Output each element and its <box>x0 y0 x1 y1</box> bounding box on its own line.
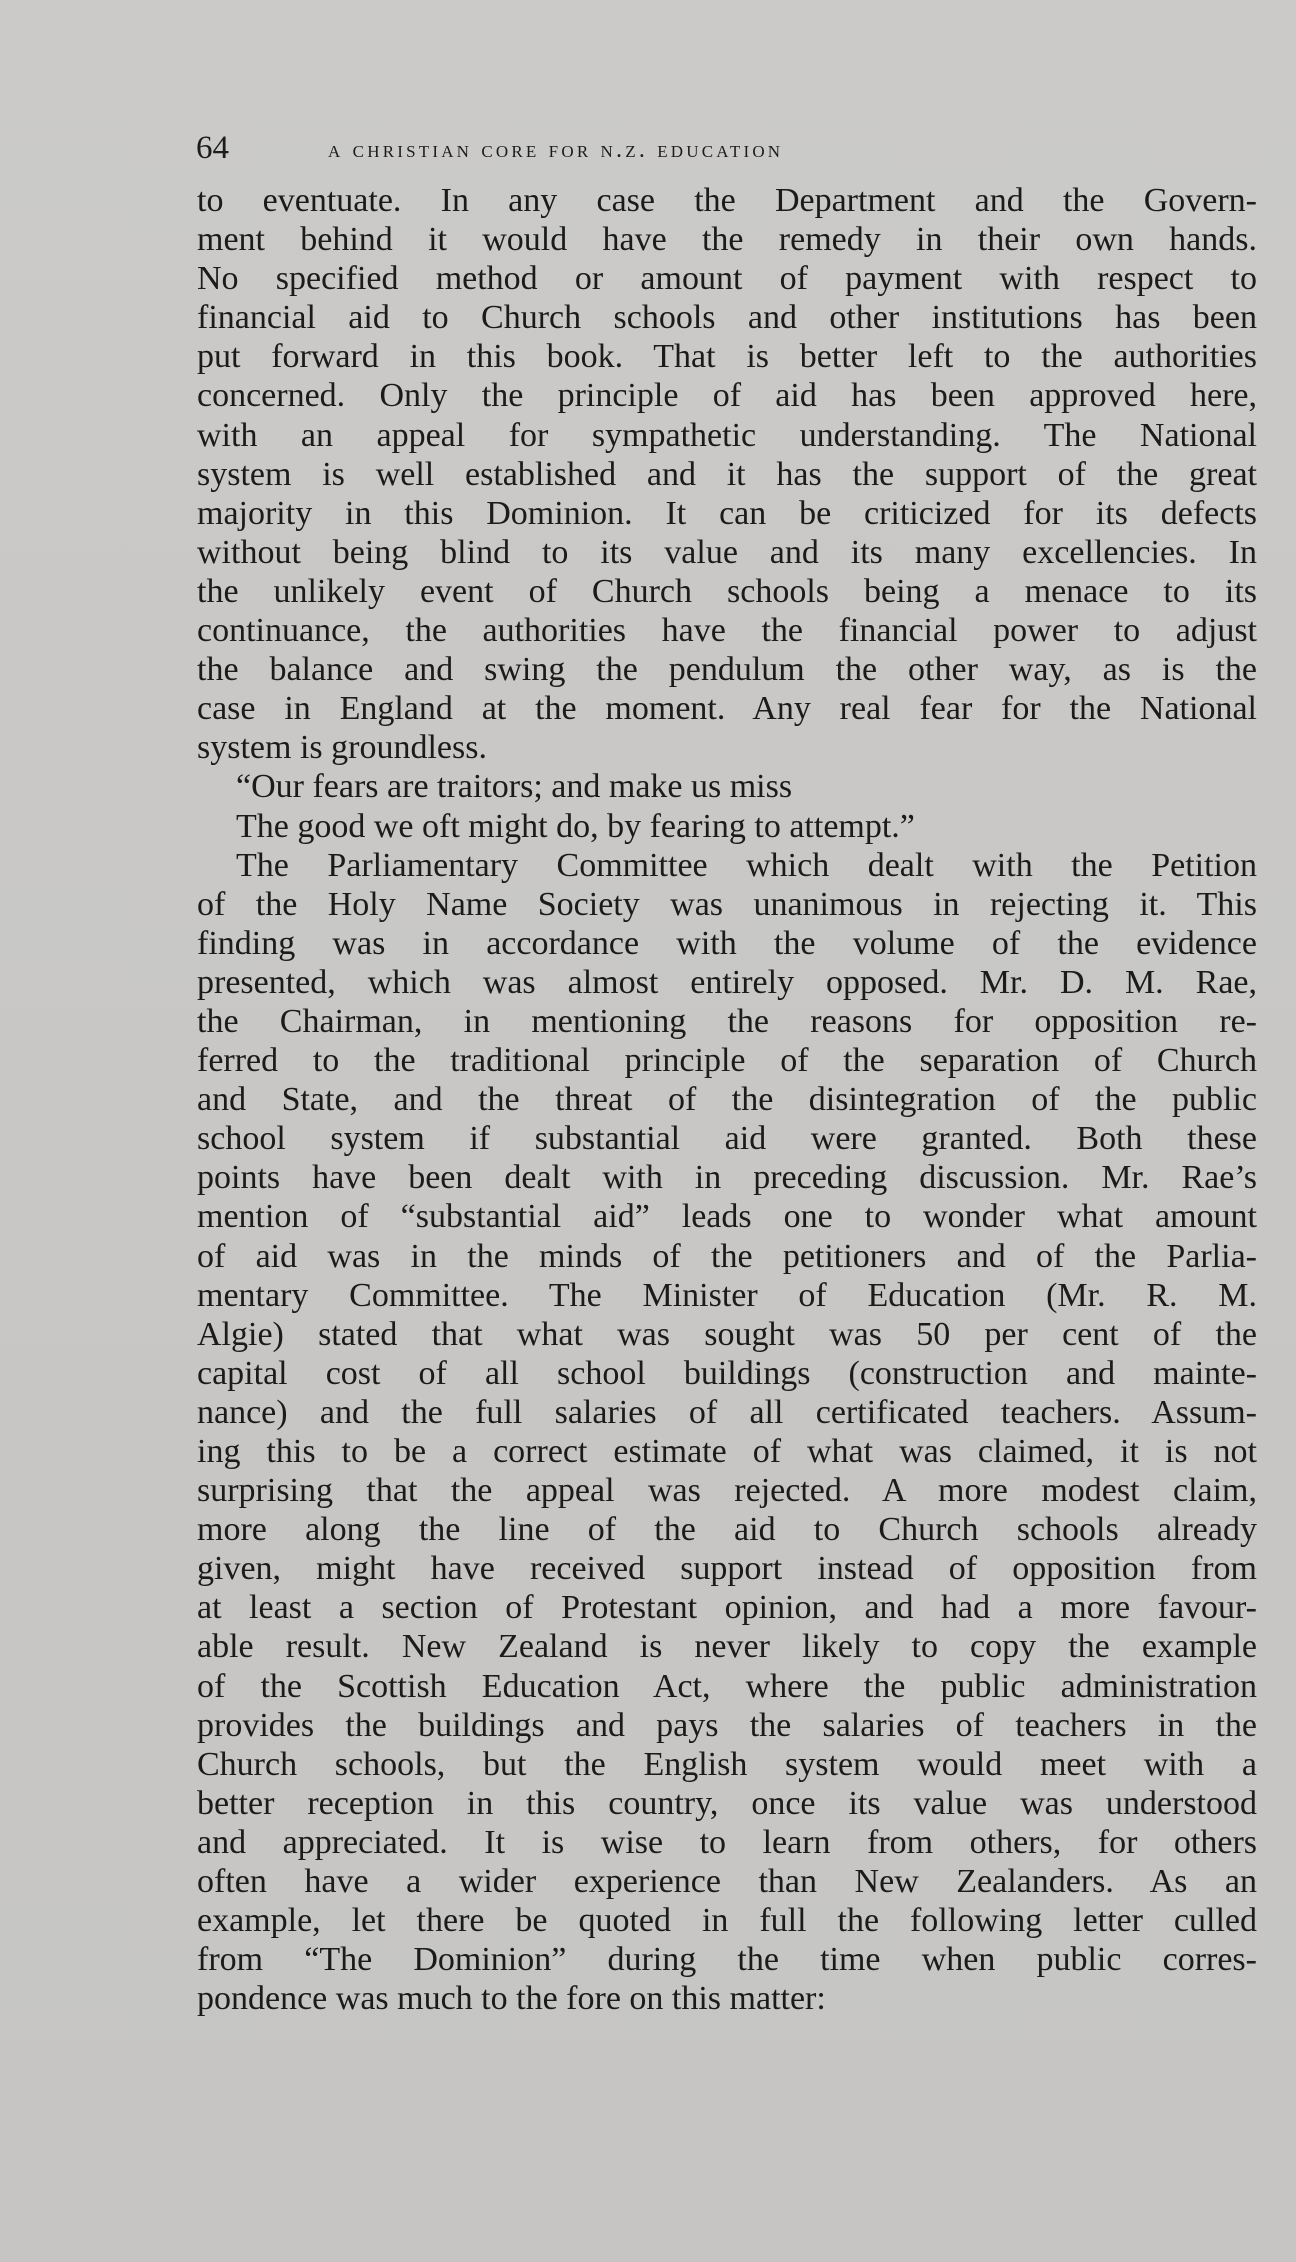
text-line: capital cost of all school buildings (construction and mainte- <box>197 1354 1257 1392</box>
running-title: a christian core for n.z. education <box>328 137 784 163</box>
text-line: at least a section of Protestant opinion, and had a more favour- <box>197 1589 1257 1627</box>
text-line: of the Scottish Education Act, where the public administration <box>197 1667 1257 1705</box>
text-line: school system if substantial aid were granted. Both these <box>197 1120 1257 1158</box>
text-line: mentary Committee. The Minister of Education (Mr. R. M. <box>197 1276 1257 1314</box>
text-line: presented, which was almost entirely opposed. Mr. D. M. Rae, <box>197 963 1257 1001</box>
text-line: from “The Dominion” during the time when public corres- <box>197 1941 1257 1979</box>
text-line: ment behind it would have the remedy in their own hands. <box>197 221 1257 259</box>
text-line: mention of “substantial aid” leads one to wonder what amount <box>197 1198 1257 1236</box>
text-line: points have been dealt with in preceding discussion. Mr. Rae’s <box>197 1159 1257 1197</box>
text-line: and State, and the threat of the disintegration of the public <box>197 1081 1257 1119</box>
text-line: of aid was in the minds of the petitioners and of the Parlia- <box>197 1237 1257 1275</box>
text-line: concerned. Only the principle of aid has been approved here, <box>197 377 1257 415</box>
text-line: Algie) stated that what was sought was 50 per cent of the <box>197 1315 1257 1353</box>
text-line: No specified method or amount of payment with respect to <box>197 260 1257 298</box>
text-line: ferred to the traditional principle of the separation of Church <box>197 1042 1257 1080</box>
text-line: ing this to be a correct estimate of what was claimed, it is not <box>197 1433 1257 1470</box>
text-line: with an appeal for sympathetic understanding. The National <box>197 416 1257 454</box>
text-line: provides the buildings and pays the salaries of teachers in the <box>197 1706 1257 1744</box>
text-line: the balance and swing the pendulum the other way, as is the <box>197 651 1257 689</box>
text-line: better reception in this country, once its value was understood <box>197 1784 1257 1822</box>
body-text <box>197 181 1257 2018</box>
text-line: the Chairman, in mentioning the reasons for opposition re- <box>197 1002 1257 1040</box>
text-line: without being blind to its value and its many excellencies. In <box>197 533 1257 571</box>
text-line: able result. New Zealand is never likely to copy the example <box>197 1628 1257 1666</box>
text-line: nance) and the full salaries of all certificated teachers. Assum- <box>197 1393 1257 1431</box>
text-line: more along the line of the aid to Church schools already <box>197 1511 1257 1549</box>
text-line: given, might have received support instead of opposition from <box>197 1550 1257 1588</box>
text-line: surprising that the appeal was rejected. A more modest claim, <box>197 1472 1257 1510</box>
text-line: system is well established and it has the support of the great <box>197 455 1257 493</box>
text-line: the unlikely event of Church schools being a menace to its <box>197 572 1257 610</box>
text-line: “Our fears are traitors; and make us miss <box>236 768 793 806</box>
text-line: example, let there be quoted in full the following letter culled <box>197 1902 1257 1940</box>
text-line: put forward in this book. That is better left to the authorities <box>197 338 1257 376</box>
text-line: case in England at the moment. Any real fear for the National <box>197 690 1257 728</box>
text-line: Church schools, but the English system would meet with a <box>197 1745 1257 1783</box>
text-line: to eventuate. In any case the Department and the Govern- <box>197 182 1257 219</box>
text-line: The good we oft might do, by fearing to attempt.” <box>236 807 915 845</box>
running-head <box>196 126 1116 170</box>
text-line: The Parliamentary Committee which dealt with the Petition <box>236 846 1257 884</box>
page-number: 64 <box>196 130 229 166</box>
text-line: pondence was much to the fore on this matter: <box>197 1980 826 2018</box>
text-line: system is groundless. <box>197 729 487 767</box>
text-line: of the Holy Name Society was unanimous in rejecting it. This <box>197 885 1257 923</box>
text-line: finding was in accordance with the volume of the evidence <box>197 924 1257 962</box>
text-line: financial aid to Church schools and other institutions has been <box>197 299 1257 337</box>
text-line: and appreciated. It is wise to learn from others, for others <box>197 1823 1257 1861</box>
text-line: continuance, the authorities have the financial power to adjust <box>197 612 1257 650</box>
text-line: majority in this Dominion. It can be criticized for its defects <box>197 494 1257 532</box>
text-line: often have a wider experience than New Zealanders. As an <box>197 1863 1257 1901</box>
